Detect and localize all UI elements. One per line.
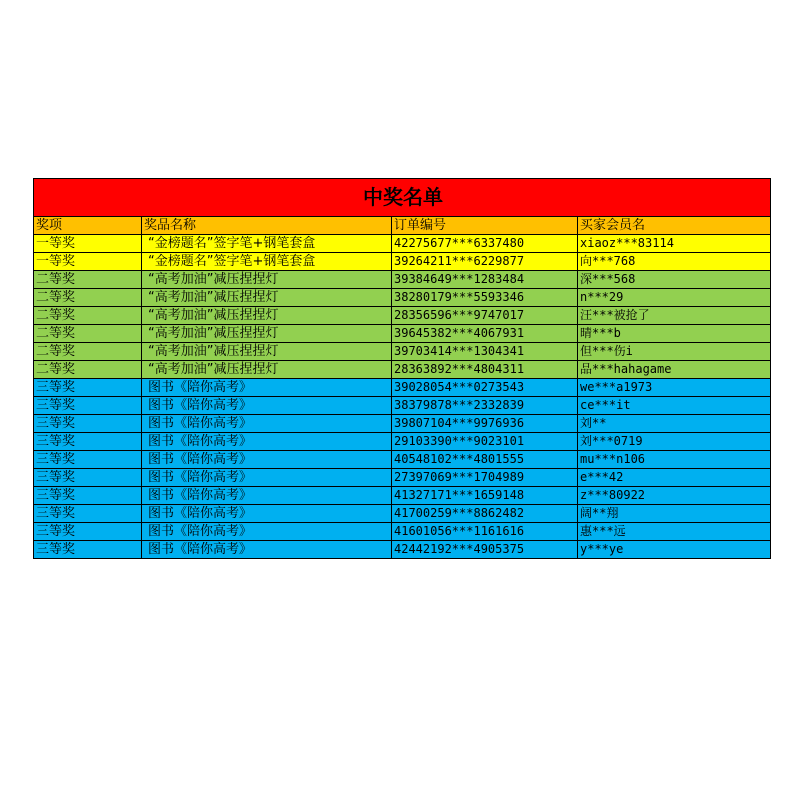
- order-cell: 38379878***2332839: [392, 397, 578, 415]
- buyer-cell: 刘**: [578, 415, 771, 433]
- order-cell: 41327171***1659148: [392, 487, 578, 505]
- order-cell: 28363892***4804311: [392, 361, 578, 379]
- table-row: [34, 361, 771, 379]
- table-row: [34, 307, 771, 325]
- prize-cell: 图书《陪你高考》: [142, 469, 392, 487]
- award-cell: 三等奖: [34, 415, 142, 433]
- prize-cell: “高考加油”减压捏捏灯: [142, 325, 392, 343]
- prize-cell: “金榜题名”签字笔+钢笔套盒: [142, 235, 392, 253]
- award-cell: 三等奖: [34, 487, 142, 505]
- order-cell: 29103390***9023101: [392, 433, 578, 451]
- table-row: [34, 541, 771, 559]
- buyer-cell: 但***伤i: [578, 343, 771, 361]
- table-row: [34, 325, 771, 343]
- buyer-cell: 刘***0719: [578, 433, 771, 451]
- table-row: [34, 271, 771, 289]
- winners-table: [33, 178, 771, 559]
- order-cell: 42442192***4905375: [392, 541, 578, 559]
- award-cell: 二等奖: [34, 307, 142, 325]
- header-row: [34, 217, 771, 235]
- page-title: 中奖名单: [34, 179, 771, 217]
- table-row: [34, 487, 771, 505]
- header-prize: 奖品名称: [142, 217, 392, 235]
- table-row: [34, 379, 771, 397]
- buyer-cell: 深***568: [578, 271, 771, 289]
- prize-cell: “高考加油”减压捏捏灯: [142, 307, 392, 325]
- buyer-cell: n***29: [578, 289, 771, 307]
- buyer-cell: 汪***被抢了: [578, 307, 771, 325]
- prize-cell: 图书《陪你高考》: [142, 397, 392, 415]
- order-cell: 42275677***6337480: [392, 235, 578, 253]
- award-cell: 二等奖: [34, 343, 142, 361]
- order-cell: 28356596***9747017: [392, 307, 578, 325]
- header-buyer: 买家会员名: [578, 217, 771, 235]
- table-row: [34, 469, 771, 487]
- award-cell: 二等奖: [34, 361, 142, 379]
- prize-cell: “金榜题名”签字笔+钢笔套盒: [142, 253, 392, 271]
- table-row: [34, 505, 771, 523]
- order-cell: 38280179***5593346: [392, 289, 578, 307]
- winners-table-body: [34, 179, 771, 559]
- prize-cell: “高考加油”减压捏捏灯: [142, 343, 392, 361]
- prize-cell: “高考加油”减压捏捏灯: [142, 289, 392, 307]
- award-cell: 二等奖: [34, 271, 142, 289]
- table-row: [34, 433, 771, 451]
- buyer-cell: 惠***远: [578, 523, 771, 541]
- buyer-cell: ce***it: [578, 397, 771, 415]
- table-row: [34, 343, 771, 361]
- prize-cell: 图书《陪你高考》: [142, 541, 392, 559]
- table-row: [34, 397, 771, 415]
- award-cell: 一等奖: [34, 253, 142, 271]
- order-cell: 39384649***1283484: [392, 271, 578, 289]
- buyer-cell: mu***n106: [578, 451, 771, 469]
- prize-cell: 图书《陪你高考》: [142, 433, 392, 451]
- award-cell: 三等奖: [34, 397, 142, 415]
- prize-cell: “高考加油”减压捏捏灯: [142, 361, 392, 379]
- table-row: [34, 289, 771, 307]
- prize-cell: 图书《陪你高考》: [142, 523, 392, 541]
- order-cell: 27397069***1704989: [392, 469, 578, 487]
- order-cell: 39028054***0273543: [392, 379, 578, 397]
- order-cell: 39807104***9976936: [392, 415, 578, 433]
- order-cell: 39645382***4067931: [392, 325, 578, 343]
- award-cell: 二等奖: [34, 289, 142, 307]
- buyer-cell: z***80922: [578, 487, 771, 505]
- award-cell: 三等奖: [34, 433, 142, 451]
- order-cell: 39264211***6229877: [392, 253, 578, 271]
- buyer-cell: e***42: [578, 469, 771, 487]
- award-cell: 三等奖: [34, 379, 142, 397]
- award-cell: 二等奖: [34, 325, 142, 343]
- award-cell: 三等奖: [34, 523, 142, 541]
- award-cell: 三等奖: [34, 451, 142, 469]
- buyer-cell: 阔**翔: [578, 505, 771, 523]
- order-cell: 39703414***1304341: [392, 343, 578, 361]
- header-award: 奖项: [34, 217, 142, 235]
- table-row: [34, 415, 771, 433]
- order-cell: 40548102***4801555: [392, 451, 578, 469]
- table-row: [34, 253, 771, 271]
- prize-cell: 图书《陪你高考》: [142, 451, 392, 469]
- buyer-cell: 品***hahagame: [578, 361, 771, 379]
- award-cell: 三等奖: [34, 469, 142, 487]
- prize-cell: “高考加油”减压捏捏灯: [142, 271, 392, 289]
- buyer-cell: 向***768: [578, 253, 771, 271]
- buyer-cell: 晴***b: [578, 325, 771, 343]
- buyer-cell: xiaoz***83114: [578, 235, 771, 253]
- award-cell: 一等奖: [34, 235, 142, 253]
- header-order: 订单编号: [392, 217, 578, 235]
- award-cell: 三等奖: [34, 541, 142, 559]
- table-row: [34, 235, 771, 253]
- prize-cell: 图书《陪你高考》: [142, 505, 392, 523]
- table-row: [34, 451, 771, 469]
- prize-cell: 图书《陪你高考》: [142, 379, 392, 397]
- title-row: [34, 179, 771, 217]
- buyer-cell: y***ye: [578, 541, 771, 559]
- prize-cell: 图书《陪你高考》: [142, 487, 392, 505]
- award-cell: 三等奖: [34, 505, 142, 523]
- order-cell: 41601056***1161616: [392, 523, 578, 541]
- prize-cell: 图书《陪你高考》: [142, 415, 392, 433]
- table-row: [34, 523, 771, 541]
- order-cell: 41700259***8862482: [392, 505, 578, 523]
- buyer-cell: we***a1973: [578, 379, 771, 397]
